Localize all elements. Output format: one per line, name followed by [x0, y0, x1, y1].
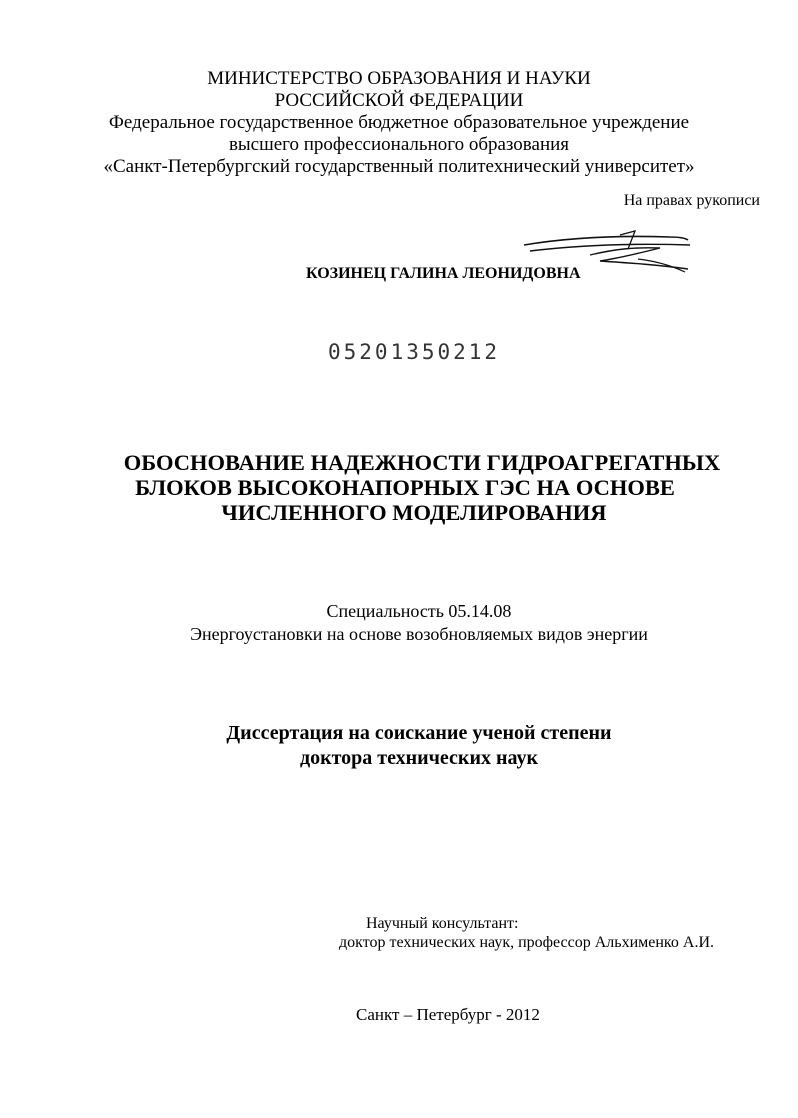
author-name: КОЗИНЕЦ ГАЛИНА ЛЕОНИДОВНА — [306, 265, 581, 282]
specialty-name: Энергоустановки на основе возобновляемых видов энергии — [190, 624, 648, 644]
title-line-3: ЧИСЛЕННОГО МОДЕЛИРОВАНИЯ — [221, 500, 607, 525]
specialty-code: Специальность 05.14.08 — [326, 601, 512, 621]
dissertation-line-2: доктора технических наук — [299, 747, 539, 769]
ministry-line-2: РОССИЙСКОЙ ФЕДЕРАЦИИ — [274, 90, 524, 111]
registration-number: 05201350212 — [328, 340, 501, 364]
title-line-2: БЛОКОВ ВЫСОКОНАПОРНЫХ ГЭС НА ОСНОВЕ — [135, 475, 675, 500]
consultant-label: Научный консультант: — [366, 915, 519, 932]
institution-line-3: «Санкт-Петербургский государственный политехнический университет» — [103, 156, 695, 177]
rights-note: На правах рукописи — [623, 192, 760, 209]
dissertation-line-1: Диссертация на соискание ученой степени — [226, 722, 612, 744]
ministry-line-1: МИНИСТЕРСТВО ОБРАЗОВАНИЯ И НАУКИ — [207, 68, 591, 89]
title-line-1: ОБОСНОВАНИЕ НАДЕЖНОСТИ ГИДРОАГРЕГАТНЫХ — [123, 450, 721, 475]
place-year: Санкт – Петербург - 2012 — [356, 1005, 540, 1024]
consultant-name: доктор технических наук, профессор Альхименко А.И. — [339, 934, 714, 951]
institution-line-2: высшего профессионального образования — [228, 134, 570, 155]
institution-line-1: Федеральное государственное бюджетное образовательное учреждение — [108, 112, 690, 133]
